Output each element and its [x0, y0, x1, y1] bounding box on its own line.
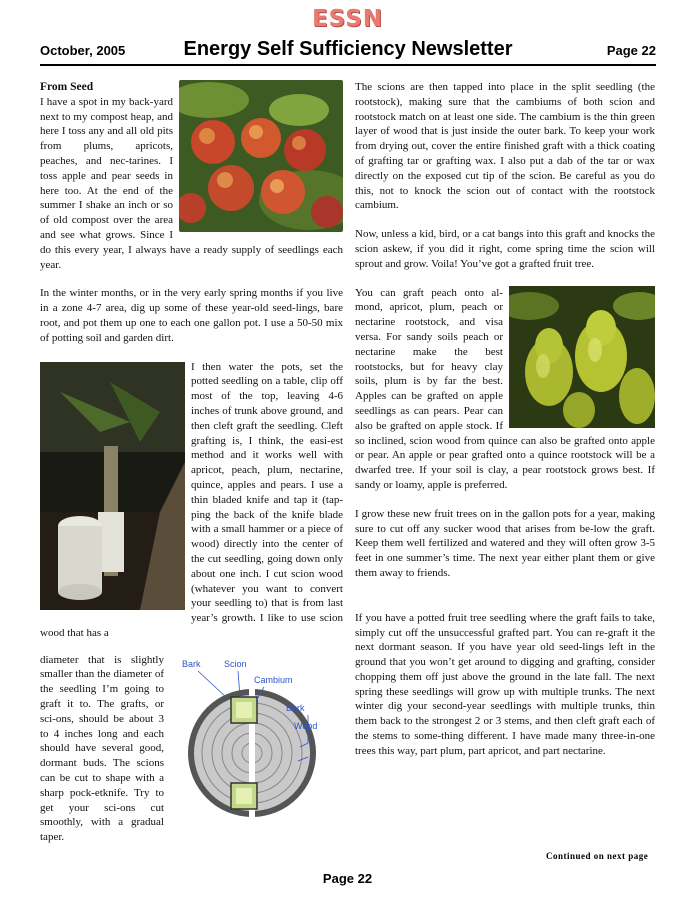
paragraph: I have a spot in my back-yard next to my compost heap, and here I toss any and all old pits from plums, apricots, peaches, and nec-tarines. I toss apple and pear seeds in here too. At the end of the summer I shake an inch or so of old compost over the area and see what grows. Since I do this every year, I always have a ready supply of seedlings each year.: [40, 95, 343, 271]
section-heading-from-seed: From Seed: [40, 81, 94, 93]
diagram-label-bark: Bark: [182, 658, 201, 669]
diagram-label-cambium: Cambium: [254, 674, 293, 685]
grafted-seedling-photo: [40, 362, 185, 610]
essn-logo: ESSN: [311, 6, 384, 32]
diagram-label-wood: Wood: [294, 720, 318, 731]
paragraph: Now, unless a kid, bird, or a cat bangs into this graft and knocks the scion askew, if you did it right, come spring time the scion will sprout and grow. Voila! You’ve got a grafted fruit tree.: [355, 228, 655, 270]
paragraph: You can graft peach onto al-mond, apricot, plum, peach or nectarine rootstock, and visa versa. For sandy soils peach or nectarine make the best rootstocks, but for heavy clay soils, plum is by far the best. Apples can be grafted on apple seedlings as can pears. Pear can also be grafted on apple stock. If so inclined, scion wood from quince can also be grafted onto apple or pear. An apple or pear grafted onto a quince rootstock will be a dwarfed tree. If your soil is clay, a pear rootstock grows best. If sandy or loamy, apple is preferred.: [355, 286, 655, 491]
right-column: [355, 80, 655, 773]
diagram-label-scion: Scion: [224, 658, 247, 669]
continued-note: Continued on next page: [546, 851, 649, 861]
paragraph: In the winter months, or in the very early spring months if you live in a zone 4-7 area, dig up some of these year-old seed-lings, bare root, and pot them up one to each one gallon pot. I use a 50-50 mix of potting soil and garden dirt.: [40, 287, 343, 344]
paragraph: I grow these new fruit trees on in the gallon pots for a year, making sure to cut off any sucker wood that arises from be-low the graft. Keep them well fertilized and watered and they will often grow 3-5 feet in one summer’s time. The next year either plant them or give them away to friends.: [355, 507, 655, 579]
paragraph: diameter that is slightly smaller than the diameter of the seedling I’m going to graft it to. The grafts, or sci-ons, should be about 3 to 4 inches long and each should have several good, dormant buds. The scions can be cut to shape with a sharp pock-etknife. Try to get your sci-ons cut smoothly, with a gradual taper.: [40, 653, 164, 844]
issue-date: October, 2005: [40, 43, 126, 58]
paragraph: I then water the pots, set the potted seedling on a table, clip off most of the top, leaving 4-6 inches of trunk above ground, and then cleft graft the seedling. Cleft grafting is, I think, the easi-est method and it works well with apricot, peach, plum, nectarine, quince, apples and pears. I use a thin bladed knife and tap it (tap-ping the back of the knife blade with a small hammer or a piece of wood) directly into the center of the cut seedling, going down only about one inch. I cut scion wood (whatever you want to convert your seedling to) that is from last year’s growth. I like to use scion wood that has a: [40, 360, 343, 639]
diagram-label-bark-right: Bark: [286, 702, 305, 713]
apples-photo: [179, 80, 343, 232]
paragraph: If you have a potted fruit tree seedling where the graft fails to take, simply cut off the unsuccessful grafted part. You can re-graft it the next dormant season. If you have year old seed-lings left in the ground that you won’t get around to digging and grafting, consider chopping them off just above the ground in the late fall. The next spring these seedlings will grow up with multiple trunks. The next winter dig your second-year seedlings with multiple trunks, thin them back to the strongest 2 or 3 stems, and then cleft graft each of the stems to some-thing different. I have made many three-in-one trees this way, part plum, part apricot, and part nectarine.: [355, 611, 655, 757]
newsletter-title: Energy Self Sufficiency Newsletter: [183, 38, 513, 60]
paragraph: The scions are then tapped into place in the split seedling (the rootstock), making sure that the cambiums of both scion and rootstock match on at least one side. The cambium is the thin green layer of wood that is just inside the outer bark. To keep your work from drying out, cover the entire finished graft with a thick coating of grafting tar or grafting wax. I also put a dab of the tar or wax directly on the exposed cut tip of the scion. Be careful as you do this, not to knock the scion out of contact with the rootstock cambium.: [355, 81, 655, 212]
masthead: [40, 38, 656, 66]
cleft-graft-diagram: [168, 653, 343, 833]
footer-page-number: Page 22: [322, 871, 373, 886]
header-page-number: Page 22: [606, 43, 656, 58]
pears-photo: [509, 286, 655, 428]
left-column: [40, 80, 343, 859]
